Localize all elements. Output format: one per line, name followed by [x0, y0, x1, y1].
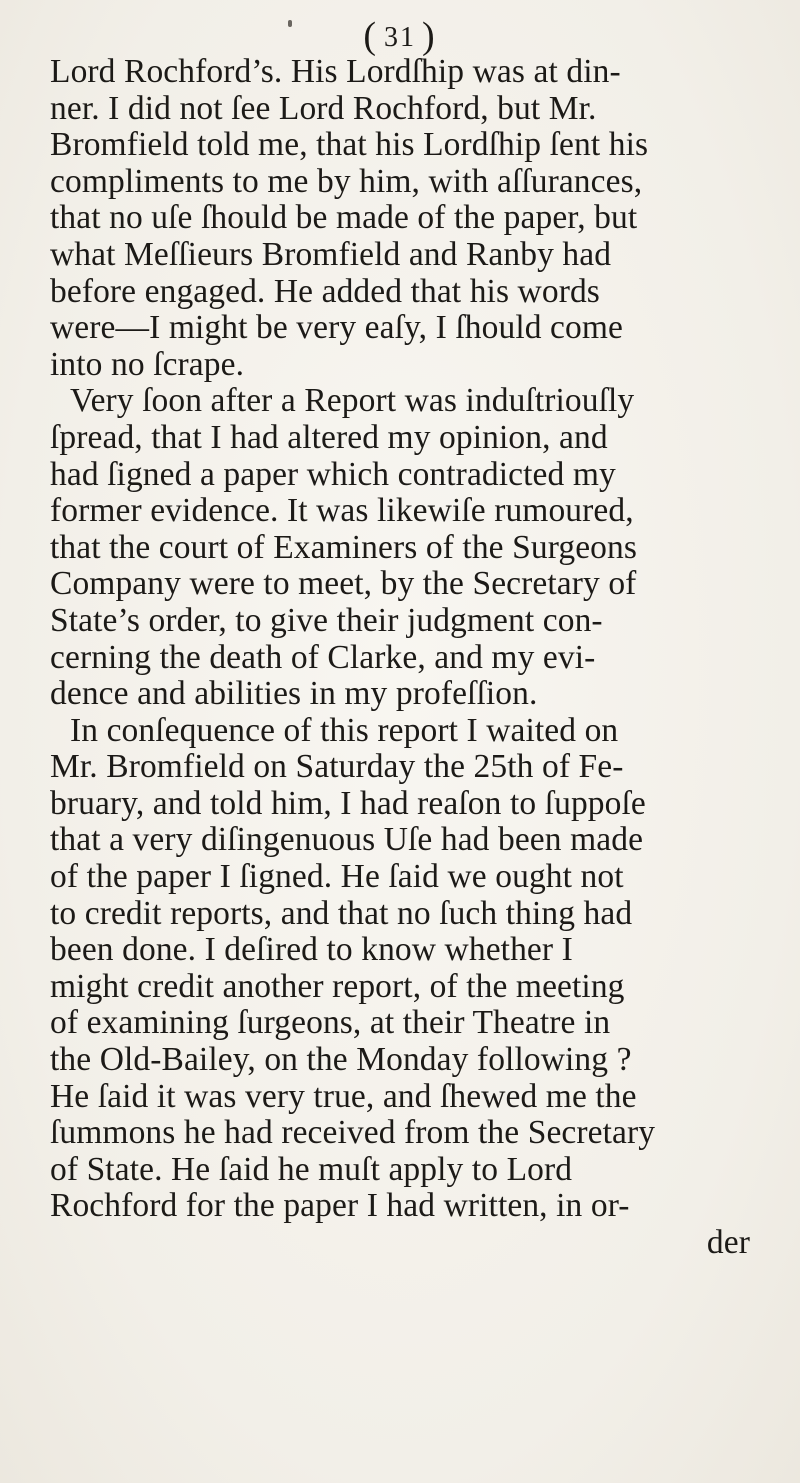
text-line: ner. I did not ſee Lord Rochford, but Mr.	[50, 89, 597, 127]
text-line: into no ſcrape.	[50, 345, 245, 383]
text-line: might credit another report, of the meeting	[50, 967, 625, 1005]
text-line: In conſequence of this report I waited on	[70, 711, 619, 749]
text-line: to credit reports, and that no ſuch thing had	[50, 894, 633, 932]
header-right-paren: )	[422, 15, 437, 57]
text-line: before engaged. He added that his words	[50, 272, 600, 310]
text-line: Company were to meet, by the Secretary of	[50, 565, 637, 603]
text-line: had ſigned a paper which contradicted my	[50, 455, 616, 493]
text-line: were—I might be very eaſy, I ſhould come	[50, 309, 623, 347]
text-line: of examining ſurgeons, at their Theatre in	[50, 1004, 611, 1042]
header-left-paren: (	[363, 15, 378, 57]
text-line: that no uſe ſhould be made of the paper, but	[50, 199, 638, 237]
text-line: the Old-Bailey, on the Monday following ?	[50, 1041, 632, 1079]
text-line: Mr. Bromfield on Saturday the 25th of Fe-	[50, 748, 624, 786]
text-line: Lord Rochford’s. His Lordſhip was at din-	[50, 53, 621, 90]
text-line: ſummons he had received from the Secretary	[50, 1114, 656, 1152]
page-number: 31	[384, 22, 416, 53]
text-line: ſpread, that I had altered my opinion, and	[50, 418, 608, 456]
text-line: of the paper I ſigned. He ſaid we ought not	[50, 858, 624, 896]
text-line: that the court of Examiners of the Surgeons	[50, 528, 638, 566]
text-line: Rochford for the paper I had written, in or-	[50, 1187, 630, 1225]
catchword: der	[706, 1224, 750, 1261]
text-line: Very ſoon after a Report was induſtriouſly	[70, 382, 635, 420]
text-line: He ſaid it was very true, and ſhewed me the	[50, 1077, 637, 1115]
text-line: cerning the death of Clarke, and my evi-	[50, 638, 596, 676]
body-text	[50, 54, 790, 1262]
text-line: that a very diſingenuous Uſe had been made	[50, 821, 644, 859]
text-line: dence and abilities in my profeſſion.	[50, 675, 538, 713]
text-line: of State. He ſaid he muſt apply to Lord	[50, 1150, 573, 1188]
text-line: Bromfield told me, that his Lordſhip ſent his	[50, 126, 649, 164]
text-line: what Meſſieurs Bromfield and Ranby had	[50, 235, 612, 273]
text-line: State’s order, to give their judgment con-	[50, 601, 603, 639]
text-line: bruary, and told him, I had reaſon to ſuppoſe	[50, 784, 646, 822]
text-line: former evidence. It was likewiſe rumoured,	[50, 492, 634, 530]
text-line: been done. I deſired to know whether I	[50, 931, 573, 969]
text-line: compliments to me by him, with aſſurances,	[50, 162, 643, 200]
